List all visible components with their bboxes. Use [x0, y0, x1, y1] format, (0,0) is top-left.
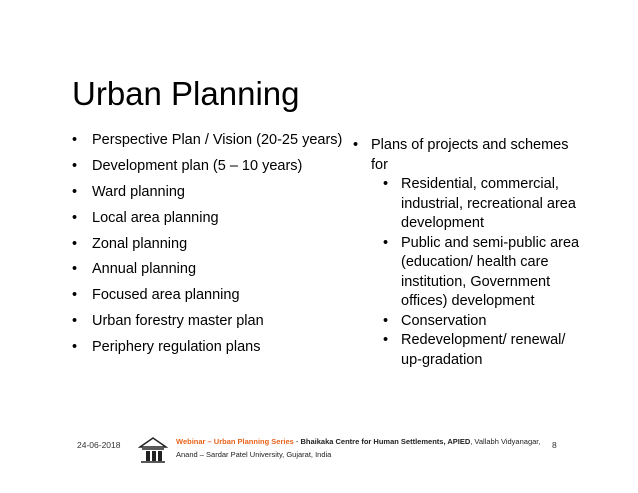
- list-item: [353, 136, 598, 175]
- slide-footer: [0, 430, 638, 470]
- footer-university: Anand – Sardar Patel University, Gujarat, India: [176, 450, 332, 459]
- list-item: [72, 286, 352, 304]
- sub-list-item: [353, 175, 598, 234]
- bullet-icon: •: [353, 137, 359, 153]
- footer-webinar: Webinar – Urban Planning Series: [176, 437, 294, 446]
- sub-list-item-text: development: [401, 215, 485, 231]
- bullet-icon: •: [72, 287, 78, 304]
- sub-list-item: [353, 234, 598, 312]
- sub-list-item: [353, 331, 598, 370]
- list-item: [72, 312, 352, 330]
- bullet-icon: •: [383, 312, 389, 329]
- list-item-text: Ward planning: [92, 183, 185, 200]
- list-item: [72, 235, 352, 253]
- list-item-text: Development plan (5 – 10 years): [92, 157, 303, 174]
- bullet-icon: •: [72, 183, 78, 200]
- bullet-icon: •: [72, 261, 78, 278]
- footer-place: , Vallabh Vidyanagar,: [470, 437, 541, 446]
- sub-list-item-text: Conservation: [401, 312, 487, 329]
- sub-list-item-text: up-gradation: [401, 351, 483, 368]
- bullet-icon: •: [383, 234, 389, 251]
- footer-separator: -: [293, 437, 301, 446]
- list-item-text: Perspective Plan / Vision (20-25 years): [92, 132, 343, 148]
- footer-centre: Bhaikaka Centre for Human Settlements, APIED: [300, 437, 471, 446]
- sub-list-item: [353, 312, 598, 332]
- footer-date: 24-06-2018: [77, 440, 121, 450]
- right-bullet-list: [353, 136, 598, 370]
- list-item-text: Periphery regulation plans: [92, 339, 261, 356]
- list-item-text: Local area planning: [92, 209, 219, 226]
- list-item: [72, 183, 352, 201]
- sub-list-item-text: industrial, recreational area: [401, 195, 576, 212]
- page-number: 8: [552, 440, 557, 450]
- bullet-icon: •: [383, 176, 389, 192]
- slide-title: Urban Planning: [72, 75, 300, 112]
- sub-list-item-text: offices) development: [401, 293, 535, 309]
- list-item-text: Focused area planning: [92, 287, 240, 304]
- list-item: [72, 260, 352, 278]
- list-item: [72, 131, 352, 149]
- sub-list-item-text: institution, Government: [401, 273, 551, 290]
- sub-list-item-text: Residential, commercial,: [401, 176, 559, 192]
- list-item-text: Zonal planning: [92, 235, 188, 252]
- sub-list-item-text: Redevelopment/ renewal/: [401, 332, 566, 348]
- bullet-icon: •: [72, 209, 78, 226]
- list-item-text: Annual planning: [92, 261, 197, 278]
- bullet-icon: •: [383, 332, 389, 348]
- footer-credit-line: [176, 437, 540, 446]
- institute-logo-icon: [138, 435, 168, 465]
- list-item: [72, 157, 352, 175]
- bullet-icon: •: [72, 235, 78, 252]
- list-item-text: Urban forestry master plan: [92, 313, 264, 330]
- list-item: [72, 338, 352, 356]
- list-item-text: for: [371, 156, 388, 173]
- sub-list-item-text: Public and semi-public area: [401, 234, 580, 251]
- bullet-icon: •: [72, 157, 78, 174]
- bullet-icon: •: [72, 313, 78, 330]
- bullet-icon: •: [72, 339, 78, 356]
- list-item-text: Plans of projects and schemes: [371, 137, 569, 153]
- sub-list-item-text: (education/ health care: [401, 254, 549, 270]
- list-item: [72, 209, 352, 227]
- left-bullet-list: [72, 131, 352, 364]
- bullet-icon: •: [72, 132, 78, 148]
